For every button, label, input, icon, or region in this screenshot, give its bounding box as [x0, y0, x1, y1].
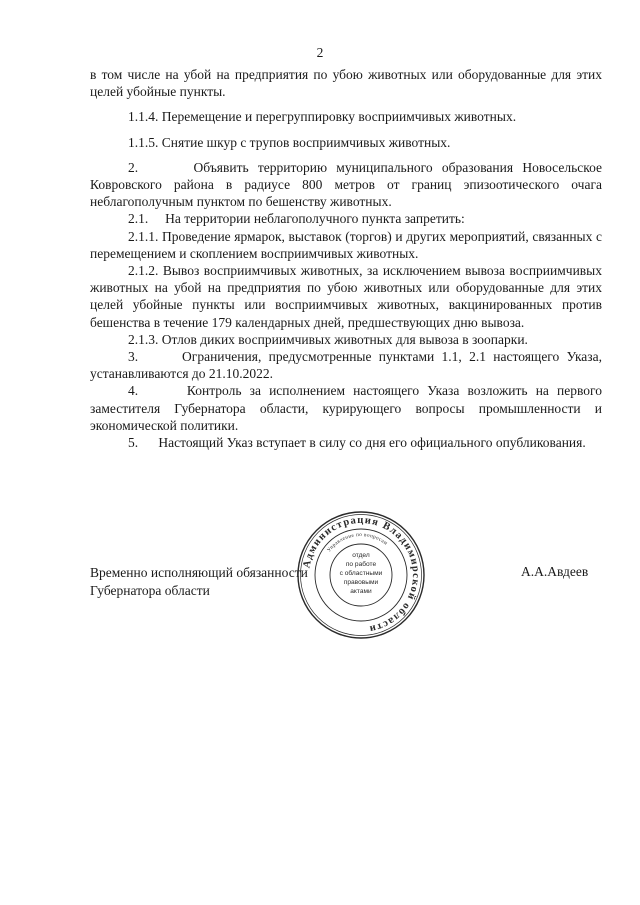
stamp-center-text [340, 552, 383, 595]
paragraph-2-1-3: 2.1.3. Отлов диких восприимчивых животных для вывоза в зоопарки. [128, 331, 528, 347]
paragraph-2-1: 2.1. На территории неблагополучного пункта запретить: [128, 211, 465, 227]
paragraph-3: 3. Ограничения, предусмотренные пунктами 1.1, 2.1 настоящего Указа, устанавливаются до 21.10.2022. [90, 349, 602, 382]
stamp-center-line: по работе [345, 561, 377, 568]
stamp-center-line: правовыми [343, 579, 379, 586]
paragraph-5: 5. Настоящий Указ вступает в силу со дня его официального опубликования. [128, 435, 586, 451]
official-stamp [296, 510, 426, 640]
paragraph-1-1-5: 1.1.5. Снятие шкур с трупов восприимчивых животных. [128, 134, 451, 150]
signatory-position-line2: Губернатора области [90, 582, 210, 598]
stamp-outer-text: Администрация Владимирской области [301, 514, 422, 635]
paragraph-2-1-2: 2.1.2. Вывоз восприимчивых животных, за исключением вывоза восприимчивых животных на убой на предприятия по убою животных или оборудованные для этих целей убойные пункты или восприимчивых животных, вакцинированных против бешенства в течение 179 календарных дней, предшествующих дню вывоза. [90, 263, 602, 330]
paragraph-continuation: в том числе на убой на предприятия по убою животных или оборудованные для этих целей убойные пункты. [90, 67, 602, 100]
paragraph-2-1-1: 2.1.1. Проведение ярмарок, выставок (торгов) и других мероприятий, связанных с перемещением и скоплением восприимчивых животных. [90, 228, 602, 261]
document-body [90, 66, 602, 451]
signatory-position [90, 564, 308, 599]
stamp-inner-text: Управление по вопросам [326, 531, 389, 554]
stamp-center-line: отдел [352, 552, 370, 559]
paragraph-2: 2. Объявить территорию муниципального образования Новосельское Ковровского района в радиусе 800 метров от границ эпизоотического очага неблагополучным пунктом по бешенству животных. [90, 159, 602, 210]
stamp-center-line: актами [350, 588, 372, 595]
signatory-position-line1: Временно исполняющий обязанности [90, 565, 308, 580]
page-number: 2 [316, 45, 324, 60]
stamp-center-line: с областными [339, 570, 383, 577]
signatory-name: А.А.Авдеев [521, 564, 589, 579]
paragraph-4: 4. Контроль за исполнением настоящего Указа возложить на первого заместителя Губернатора области, курирующего вопросы промышленности и экономической политики. [90, 383, 602, 433]
paragraph-1-1-4: 1.1.4. Перемещение и перегруппировку восприимчивых животных. [128, 109, 517, 125]
